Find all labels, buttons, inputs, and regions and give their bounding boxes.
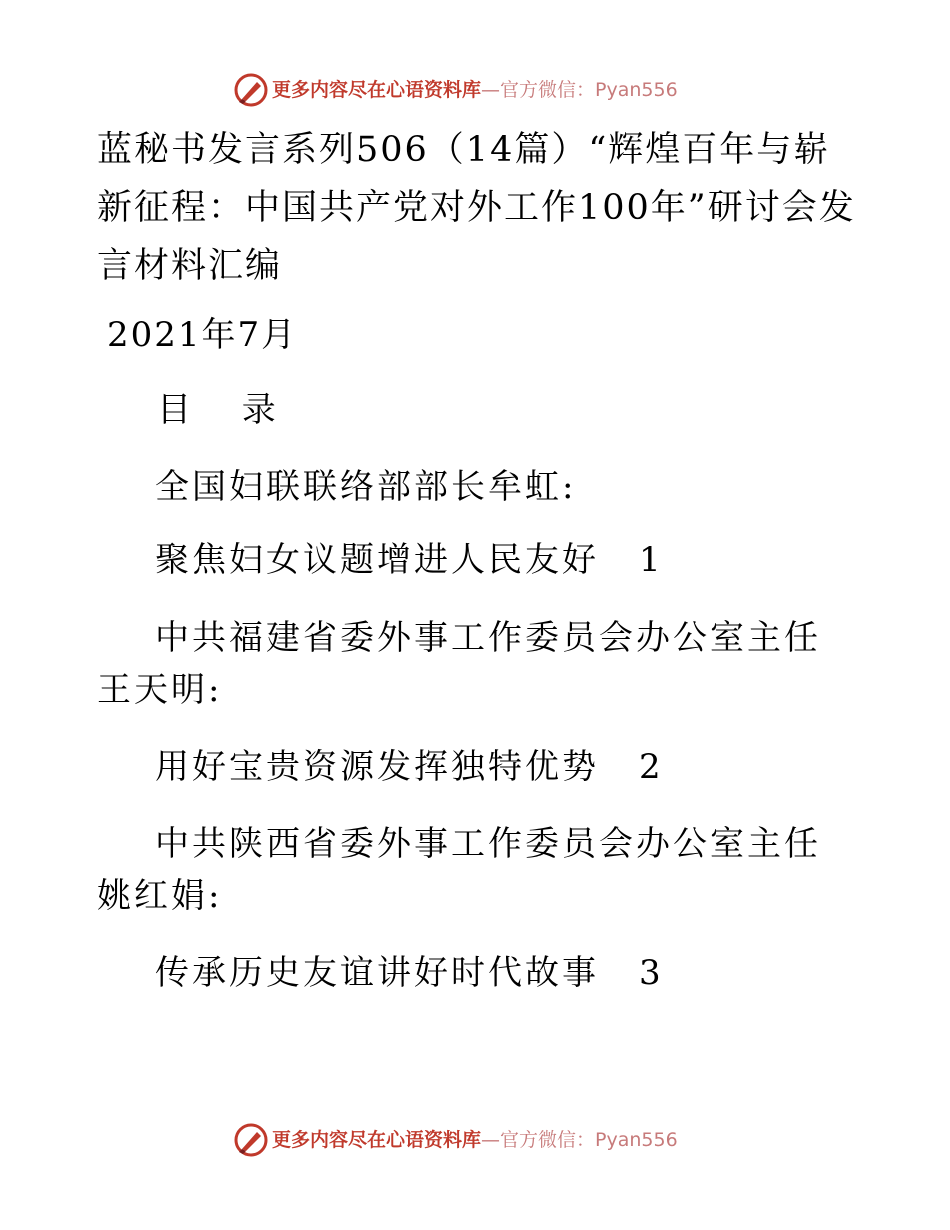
toc-article-title: 传承历史友谊讲好时代故事 xyxy=(155,953,599,993)
toc-article-title: 用好宝贵资源发挥独特优势 xyxy=(155,747,599,787)
toc-page-number: 3 xyxy=(639,953,664,993)
toc-article-2[interactable] xyxy=(155,742,664,792)
promo-text: 更多内容尽在心语资料库 xyxy=(272,1129,482,1151)
toc-heading: 目 录 xyxy=(157,390,296,430)
promo-text: 更多内容尽在心语资料库 xyxy=(272,79,482,101)
wechat-id: Pyan556 xyxy=(595,1129,678,1151)
document-title: 蓝秘书发言系列506（14篇）“辉煌百年与崭新征程：中国共产党对外工作100年”研讨会发言材料汇编 xyxy=(97,130,856,286)
toc-speaker-1: 全国妇联联络部部长牟虹: xyxy=(155,467,577,507)
official-label: 官方微信： xyxy=(500,79,596,101)
toc-article-3[interactable] xyxy=(155,948,664,998)
toc-article-1[interactable] xyxy=(155,535,664,585)
watermark-text xyxy=(272,1127,678,1153)
pen-logo-icon xyxy=(233,1122,269,1158)
official-label: 官方微信： xyxy=(500,1129,596,1151)
header-watermark xyxy=(0,70,950,110)
toc-speaker-3: 中共陕西省委外事工作委员会办公室主任姚红娟: xyxy=(97,824,821,916)
pen-logo-icon xyxy=(233,72,269,108)
wechat-id: Pyan556 xyxy=(595,79,678,101)
toc-article-title: 聚焦妇女议题增进人民友好 xyxy=(155,540,599,580)
dash: — xyxy=(481,79,501,101)
document-date: 2021年7月 xyxy=(107,315,298,355)
watermark-text xyxy=(272,77,678,103)
toc-speaker-2: 中共福建省委外事工作委员会办公室主任王天明: xyxy=(97,618,821,710)
dash: — xyxy=(481,1129,501,1151)
toc-page-number: 2 xyxy=(639,747,664,787)
toc-page-number: 1 xyxy=(639,540,664,580)
footer-watermark xyxy=(0,1120,950,1160)
